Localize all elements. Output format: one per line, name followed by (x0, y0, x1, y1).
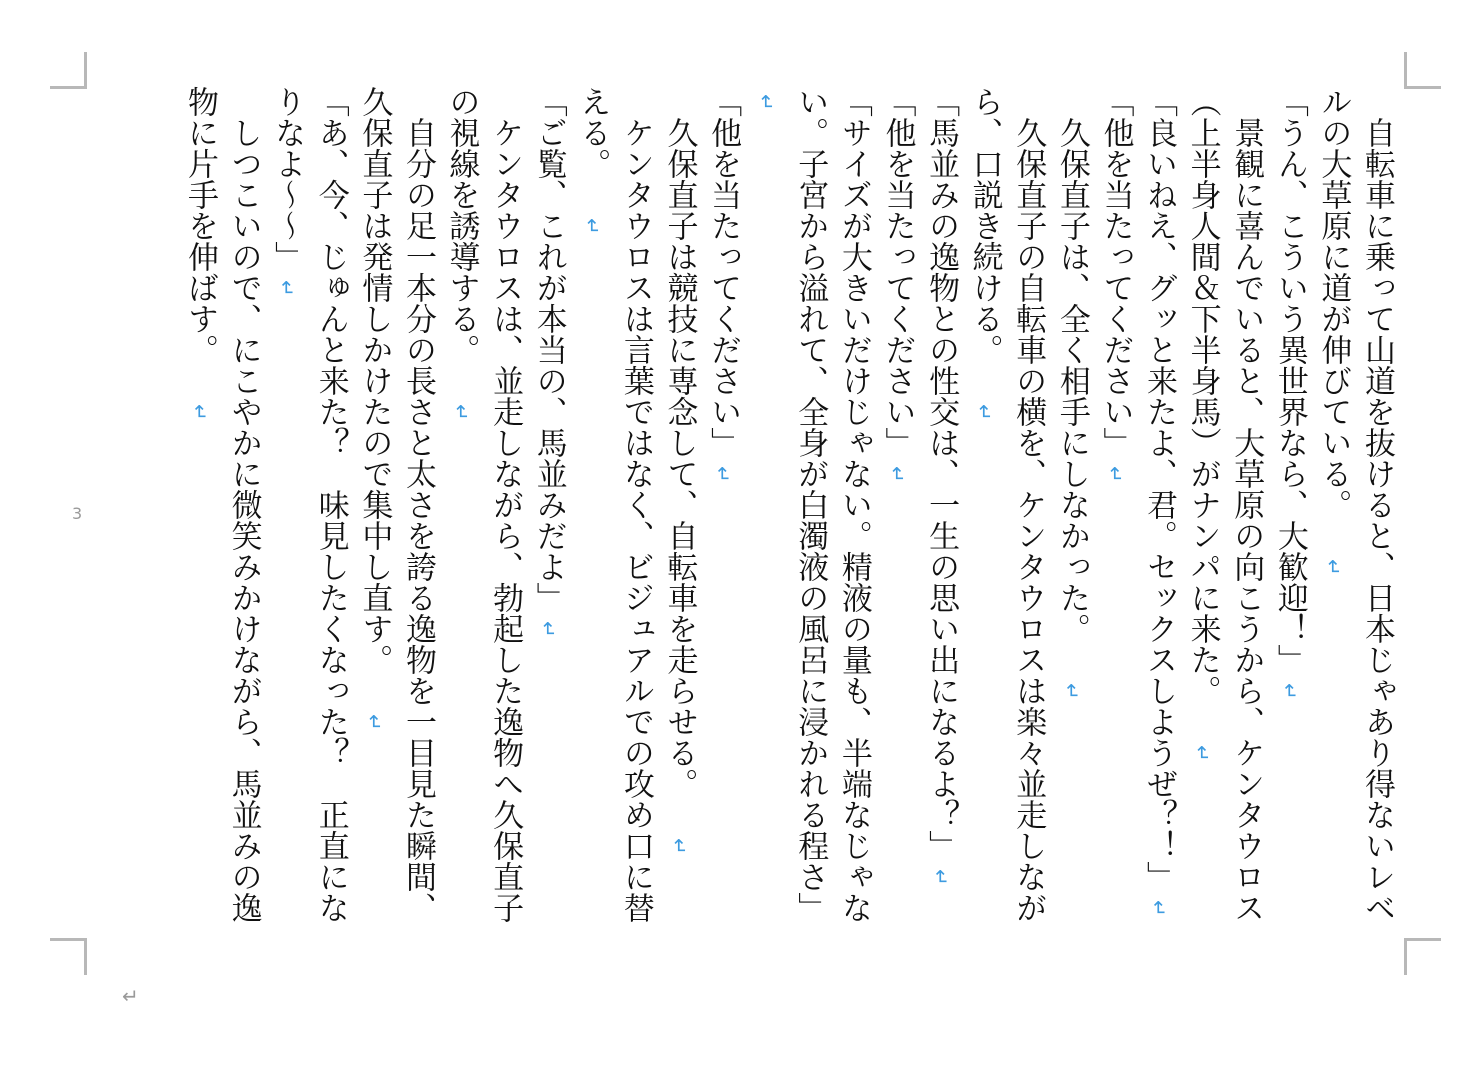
paragraph: 「サイズが大きいだけじゃない。精液の量も、半端なじゃない。子宮から溢れて、全身が白濁液の風呂に浸かれる程さ」↵ (744, 86, 875, 946)
paragraph-mark-icon: ↵ (580, 218, 605, 235)
paragraph: 久保直子は、全く相手にしなかった。↵ (1049, 86, 1093, 946)
paragraph: 久保直子の自転車の横を、ケンタウロスは楽々並走しながら、口説き続ける。↵ (962, 86, 1049, 946)
paragraph: 「ご覧、これが本当の、馬並みだよ」↵ (526, 86, 570, 946)
paragraph: ケンタウロスは言葉ではなく、ビジュアルでの攻め口に替える。↵ (570, 86, 657, 946)
paragraph: 景観に喜んでいると、大草原の向こうから、ケンタウロス（上半身人間＆下半身馬）がナンパに来た。↵ (1180, 86, 1267, 946)
paragraph-mark-icon: ↵ (1103, 466, 1128, 483)
paragraph-mark-icon: ↵ (1059, 683, 1084, 700)
vertical-text-body[interactable] (92, 86, 1398, 946)
paragraph: 自分の足一本分の長さと太さを誇る逸物を一目見た瞬間、久保直子は発情しかけたので集中し直す。↵ (352, 86, 439, 946)
paragraph: 久保直子は競技に専念して、自転車を走らせる。↵ (657, 86, 701, 946)
paragraph-mark-icon: ↵ (1147, 900, 1172, 917)
paragraph-mark-icon: ↵ (711, 466, 736, 483)
paragraph-mark-icon: ↵ (275, 280, 300, 297)
crop-mark-bottom-right (1404, 938, 1441, 975)
paragraph-mark-icon: ↵ (667, 838, 692, 855)
paragraph: 「他を当たってください」↵ (875, 86, 919, 946)
paragraph: 「良いねえ、グッと来たよ、君。セックスしようぜ？！」↵ (1136, 86, 1180, 946)
paragraph-mark-icon: ↵ (929, 869, 954, 886)
crop-mark-top-right (1404, 52, 1441, 89)
paragraph: ケンタウロスは、並走しながら、勃起した逸物へ久保直子の視線を誘導する。↵ (439, 86, 526, 946)
paragraph-mark-icon: ↵ (1190, 745, 1215, 762)
page-number: 3 (72, 504, 83, 523)
paragraph: 「馬並みの逸物との性交は、一生の思い出になるよ？」↵ (918, 86, 962, 946)
paragraph: 「他を当たってください」↵ (701, 86, 745, 946)
paragraph-mark-icon: ↵ (536, 621, 561, 638)
paragraph-mark-icon: ↵ (972, 404, 997, 421)
paragraph-mark-icon: ↵ (885, 466, 910, 483)
crop-mark-bottom-left (50, 938, 87, 975)
paragraph: 「うん、こういう異世界なら、大歓迎！」↵ (1267, 86, 1311, 946)
crop-mark-top-left (50, 52, 87, 89)
paragraph: しつこいので、にこやかに微笑みかけながら、馬並みの逸物に片手を伸ばす。↵ (177, 86, 264, 946)
paragraph-mark-icon: ↵ (1321, 559, 1346, 576)
paragraph: 「あ、今、じゅんと来た？ 味見したくなった？ 正直になりなよ〜〜」↵ (265, 86, 352, 946)
paragraph: 「他を当たってください」↵ (1093, 86, 1137, 946)
paragraph-mark-icon: ↵ (754, 94, 779, 111)
paragraph-mark-icon: ↵ (449, 404, 474, 421)
paragraph-mark-icon: ↵ (187, 404, 212, 421)
paragraph-mark-icon: ↵ (1277, 683, 1302, 700)
paragraph-mark-icon: ↵ (362, 714, 387, 731)
paragraph: 自転車に乗って山道を抜けると、日本じゃあり得ないレベルの大草原に道が伸びている。↵ (1311, 86, 1398, 946)
document-end-mark-icon: ↵ (122, 984, 139, 1008)
